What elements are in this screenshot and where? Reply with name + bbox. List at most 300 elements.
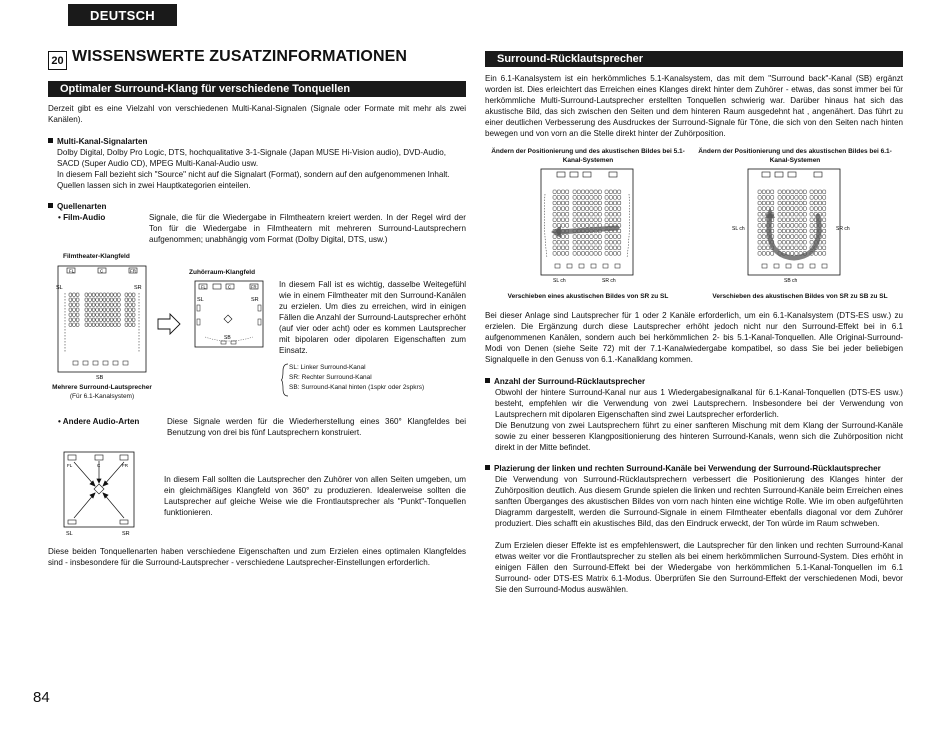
seat-mark <box>598 190 601 194</box>
seat-mark <box>553 201 556 205</box>
seat-mark <box>573 235 576 239</box>
multichannel-line: Dolby Digital, Dolby Pro Logic, DTS, hochqualitative 3-1-Signale (Japan MUSE Hi-Vision audio), DVD-Audio, <box>57 148 446 157</box>
seat-mark <box>778 246 781 250</box>
seat-mark <box>96 303 99 306</box>
seat-mark <box>823 212 826 216</box>
seat-mark <box>114 293 117 296</box>
seat-mark <box>557 201 560 205</box>
seat-mark <box>110 323 113 326</box>
seat-mark <box>99 293 102 296</box>
seat-mark <box>803 218 806 222</box>
language-tab: DEUTSCH <box>68 4 177 26</box>
seat-mark <box>76 318 79 321</box>
seat-mark <box>618 212 621 216</box>
seat-mark <box>581 196 584 200</box>
seat-mark <box>810 218 813 222</box>
seat-mark <box>561 246 564 250</box>
seat-mark <box>107 293 110 296</box>
seat-mark <box>69 313 72 316</box>
seat-mark <box>557 218 560 222</box>
seat-mark <box>605 212 608 216</box>
seat-mark <box>566 196 569 200</box>
label-fr: FR <box>251 284 257 290</box>
seat-mark <box>553 240 556 244</box>
diagram-51-room <box>537 166 637 286</box>
seat-mark <box>594 207 597 211</box>
seat-mark <box>594 252 597 256</box>
seat-mark <box>590 196 593 200</box>
seat-mark <box>125 303 128 306</box>
seat-mark <box>129 323 132 326</box>
seat-mark <box>573 212 576 216</box>
seat-mark <box>577 201 580 205</box>
seat-mark <box>69 303 72 306</box>
seat-mark <box>110 293 113 296</box>
seat-mark <box>581 240 584 244</box>
seat-mark <box>96 318 99 321</box>
seat-mark <box>117 308 120 311</box>
theater-diagram-title: Filmtheater-Klangfeld <box>63 253 130 260</box>
seat-mark <box>594 201 597 205</box>
seat-mark <box>553 235 556 239</box>
seat-mark <box>803 229 806 233</box>
seat-mark <box>791 201 794 205</box>
seat-mark <box>114 313 117 316</box>
seat-mark <box>609 218 612 222</box>
seat-mark <box>85 313 88 316</box>
seat-mark <box>125 298 128 301</box>
label-sl: SL <box>197 297 204 303</box>
count-text: Obwohl der hintere Surround-Kanal nur aus 1 Wiedergabesignalkanal für 6.1-Kanal-Tonquellen (DTS-ES usw.) besteht, empfehlen wir die Verwendung von zwei Lautsprechern. Insbesondere bei der Verwendung von Lautsprechern mit dipolaren Eigenschaften sind zwei Lautsprecher erforderlich. <box>495 388 903 419</box>
other-audio-label: • Andere Audio-Arten <box>58 417 140 426</box>
left-intro: Derzeit gibt es eine Vielzahl von verschiedenen Multi-Kanal-Signalen (Signale oder Formate mit mehr als zwei Kanälen). <box>48 104 466 124</box>
count-text-2: Die Benutzung von zwei Lautsprechern führt zu einer sanfteren Mischung mit dem Klang der Surround-Kanäle sowie zu einer besseren Klangpositionierung des hinteren Surround-Kanals, wenn sich die Zuhörposition nicht direkt in der Mitte befindet. <box>495 421 903 452</box>
seat-mark <box>823 229 826 233</box>
label-fl: FL <box>201 284 206 290</box>
seat-mark <box>791 240 794 244</box>
seat-mark <box>573 252 576 256</box>
seat-mark <box>76 313 79 316</box>
seat-mark <box>778 207 781 211</box>
seat-mark <box>557 246 560 250</box>
seat-mark <box>762 190 765 194</box>
seat-mark <box>89 323 92 326</box>
seat-mark <box>598 246 601 250</box>
seat-mark <box>103 313 106 316</box>
seat-mark <box>818 201 821 205</box>
seat-mark <box>107 298 110 301</box>
multichannel-heading <box>48 136 147 147</box>
seat-mark <box>590 235 593 239</box>
label-sl: SL <box>56 285 63 291</box>
seat-mark <box>598 196 601 200</box>
seat-mark <box>795 235 798 239</box>
seat-mark <box>823 240 826 244</box>
seat-mark <box>594 246 597 250</box>
seat-mark <box>758 252 761 256</box>
seat-mark <box>758 240 761 244</box>
seat-mark <box>782 235 785 239</box>
seat-mark <box>598 252 601 256</box>
seat-mark <box>586 218 589 222</box>
seat-mark <box>577 235 580 239</box>
seat-mark <box>577 224 580 228</box>
seat-mark <box>778 196 781 200</box>
seat-mark <box>566 240 569 244</box>
seat-mark <box>117 298 120 301</box>
seat-mark <box>771 190 774 194</box>
arrow-right-icon <box>157 313 181 335</box>
multiple-speakers-caption: Mehrere Surround-Lautsprecher <box>52 384 152 391</box>
seat-mark <box>786 207 789 211</box>
seat-mark <box>782 246 785 250</box>
seat-mark <box>129 293 132 296</box>
seat-mark <box>76 303 79 306</box>
seat-mark <box>758 212 761 216</box>
seat-mark <box>85 298 88 301</box>
seat-mark <box>586 190 589 194</box>
seat-mark <box>799 218 802 222</box>
seat-mark <box>561 207 564 211</box>
seat-mark <box>581 235 584 239</box>
right-setup: Bei dieser Anlage sind Lautsprecher für 1 oder 2 Kanäle erforderlich, um ein 6.1-Kanalsystem (DTS-ES usw.) zu erzielen. Die Ergänzung durch diese Lautsprecher erhöht jedoch nicht nur den Surround-Effekt bei in 6.1 aufgenommenen Kanälen, sondern auch bei herkömmlichen 2- bis 5.1-Kanal-Tonquellen. Alle Original-Surround-Modi von Denen (siehe Seite 72) mit der 7.1-Kanalwiedergabe kompatibel, so dass Sie bei jeder beliebigen Signalquelle in den Genuss von 6.1.-Kanalklang kommen. <box>485 311 903 364</box>
seat-mark <box>778 190 781 194</box>
seat-mark <box>598 218 601 222</box>
seat-mark <box>76 323 79 326</box>
seat-mark <box>791 252 794 256</box>
seat-mark <box>96 323 99 326</box>
label-c: C <box>228 284 232 290</box>
seat-mark <box>814 196 817 200</box>
seat-mark <box>766 190 769 194</box>
seat-mark <box>823 235 826 239</box>
seat-mark <box>791 196 794 200</box>
seat-mark <box>778 201 781 205</box>
placement-text: Die Verwendung von Surround-Rücklautsprechern verbessert die Positionierung des Klanges hinter der Zuhörposition deutlich. Aus diesem Grunde spielen die linken und rechten Surround-Kanäle beim Erreichen eines sanften Überganges des akustischen Bildes von vorn nach hinten eine wichtige Rolle. Wie im oben aufgeführten Diagramm dargestellt, werden die Surround-Signale in einem Filmtheater ebenfalls diagonal vor dem Zuhörer produziert. Dies schafft ein akustisches Bild, das den Eindruck erweckt, der Ton würde im Raum schweben. <box>495 475 903 528</box>
seat-mark <box>810 224 813 228</box>
seat-mark <box>110 303 113 306</box>
seat-mark <box>609 207 612 211</box>
seat-mark <box>799 212 802 216</box>
seat-mark <box>799 190 802 194</box>
legend-brace-icon <box>281 363 289 397</box>
seat-mark <box>618 218 621 222</box>
seat-mark <box>613 190 616 194</box>
seat-mark <box>598 207 601 211</box>
seat-mark <box>99 313 102 316</box>
count-heading <box>485 376 645 387</box>
seat-mark <box>590 240 593 244</box>
seat-mark <box>110 313 113 316</box>
seat-mark <box>586 252 589 256</box>
seat-mark <box>132 323 135 326</box>
seat-mark <box>791 218 794 222</box>
label-c: C <box>97 463 101 468</box>
chapter-title: WISSENSWERTE ZUSATZINFORMATIONEN <box>72 48 408 65</box>
seat-mark <box>762 240 765 244</box>
seat-mark <box>823 196 826 200</box>
seat-mark <box>577 240 580 244</box>
seat-mark <box>810 229 813 233</box>
seat-mark <box>799 240 802 244</box>
seat-mark <box>758 207 761 211</box>
seat-mark <box>613 196 616 200</box>
seat-mark <box>129 303 132 306</box>
right-section-title: Surround-Rücklautsprecher <box>485 51 903 67</box>
seat-mark <box>581 212 584 216</box>
seat-mark <box>125 293 128 296</box>
seat-mark <box>799 196 802 200</box>
seat-mark <box>586 235 589 239</box>
chapter-number: 20 <box>48 51 67 70</box>
seat-mark <box>609 196 612 200</box>
seat-mark <box>618 190 621 194</box>
seat-mark <box>110 298 113 301</box>
seat-mark <box>758 235 761 239</box>
listening-diagram-title: Zuhörraum-Klangfeld <box>189 269 256 276</box>
seat-mark <box>791 229 794 233</box>
seat-mark <box>96 308 99 311</box>
label-sl-ch: SL ch <box>732 226 745 232</box>
multichannel-heading-text: Multi-Kanal-Signalarten <box>57 137 148 146</box>
seat-mark <box>605 252 608 256</box>
seat-mark <box>561 190 564 194</box>
label-fl: FL <box>67 463 73 468</box>
placement-text-2: Zum Erzielen dieser Effekte ist es empfehlenswert, die Lautsprecher für den linken und rechten Surround-Kanal etwas weiter vor die Frontlautsprecher zu stellen als bei einem herkömmlichen Surround-System. Dies erhöht in einigen Fällen den Surround-Effekt bei der Wiedergabe von herkömmlichen 5.1-Kanal-Tonquellen im 6.1 Surround- oder DTS-ES Matrix 6.1-Modus. Überprüfen Sie den Surround-Effekt der verschiedenen Modi, bevor Sie den Surround-Modus auswählen. <box>495 541 903 594</box>
seat-mark <box>125 313 128 316</box>
seat-mark <box>561 201 564 205</box>
seat-mark <box>89 313 92 316</box>
seat-mark <box>85 323 88 326</box>
seat-mark <box>586 240 589 244</box>
seat-mark <box>561 224 564 228</box>
seat-mark <box>782 212 785 216</box>
label-sr-ch: SR ch <box>602 278 616 284</box>
count-heading-text: Anzahl der Surround-Rücklautsprecher <box>494 377 646 386</box>
seat-mark <box>814 252 817 256</box>
seat-mark <box>573 218 576 222</box>
seat-mark <box>117 303 120 306</box>
seat-mark <box>613 235 616 239</box>
seat-mark <box>132 313 135 316</box>
seat-mark <box>114 323 117 326</box>
seat-mark <box>103 318 106 321</box>
seat-mark <box>92 313 95 316</box>
seat-mark <box>810 240 813 244</box>
seat-mark <box>577 212 580 216</box>
seat-mark <box>594 218 597 222</box>
seat-mark <box>107 308 110 311</box>
seat-mark <box>114 318 117 321</box>
label-sb-ch: SB ch <box>784 278 798 284</box>
seat-mark <box>73 318 76 321</box>
sources-heading-text: Quellenarten <box>57 202 107 211</box>
seat-mark <box>73 298 76 301</box>
seat-mark <box>92 298 95 301</box>
seat-mark <box>581 190 584 194</box>
seat-mark <box>594 196 597 200</box>
seat-mark <box>85 318 88 321</box>
seat-mark <box>132 298 135 301</box>
seat-mark <box>586 196 589 200</box>
seat-mark <box>132 303 135 306</box>
seat-mark <box>613 218 616 222</box>
seat-mark <box>810 207 813 211</box>
seat-mark <box>125 318 128 321</box>
seat-mark <box>613 207 616 211</box>
seat-mark <box>566 218 569 222</box>
seat-mark <box>823 207 826 211</box>
seat-mark <box>85 308 88 311</box>
seat-mark <box>69 298 72 301</box>
seat-mark <box>782 190 785 194</box>
seat-mark <box>762 218 765 222</box>
diagram-61-room <box>732 166 857 286</box>
label-sr: SR <box>122 531 130 537</box>
seat-mark <box>810 190 813 194</box>
seat-mark <box>609 240 612 244</box>
label-sl-ch: SL ch <box>553 278 566 284</box>
other-audio-text: Diese Signale werden für die Wiederherstellung eines 360° Klangfeldes bei Benutzung von drei bis fünf Lautsprechern konstruiert. <box>167 417 466 437</box>
seat-mark <box>803 224 806 228</box>
right-intro: Ein 6.1-Kanalsystem ist ein herkömmliches 5.1-Kanalsystem, das mit dem "Surround back"-Kanal (SB) ergänzt worden ist. Dies erleichtert das Erreichen eines Klanges direkt hinter dem Zuhörer - etwas, das sonst immer bei für herkömmliche Multi-Surround-Lautsprecher erstellten Tonquellen schwierig war. Darüber hinaus hat sich das akustische Bild, das sich zwischen den Seiten und dem hinteren Raum ausgedehnt hat , angenähert. Das führt zu einer deutlichen Verbesserung des Ausdruckes der Surround-Signale für Töne, die sich von den Seiten nach hinten bewegen und von vorn an die Stelle direkt hinter der Zuhörposition. <box>485 74 903 138</box>
seat-mark <box>762 229 765 233</box>
seat-mark <box>553 246 556 250</box>
seat-mark <box>799 207 802 211</box>
seat-mark <box>573 246 576 250</box>
seat-mark <box>125 323 128 326</box>
seat-mark <box>778 235 781 239</box>
seat-mark <box>810 235 813 239</box>
seat-mark <box>795 229 798 233</box>
seat-mark <box>76 308 79 311</box>
seat-mark <box>103 308 106 311</box>
seat-mark <box>129 308 132 311</box>
multichannel-line: In diesem Fall bezieht sich "Source" nicht auf die Signalart (Format), sondern auf den aufgenommenen Inhalt. <box>57 170 450 179</box>
left-closing: Diese beiden Tonquellenarten haben verschiedene Eigenschaften und zum Erzielen eines optimalen Klangfeldes sind - insbesondere für die Surround-Lautsprecher - verschiedene Lautsprecher-Einstellungen erforderlich. <box>48 547 466 567</box>
seat-mark <box>573 190 576 194</box>
seat-mark <box>566 224 569 228</box>
seat-mark <box>762 246 765 250</box>
seat-mark <box>786 190 789 194</box>
seat-mark <box>99 323 102 326</box>
seat-mark <box>771 201 774 205</box>
seat-mark <box>581 246 584 250</box>
seat-mark <box>810 201 813 205</box>
seat-mark <box>758 224 761 228</box>
seat-mark <box>618 235 621 239</box>
seat-mark <box>766 201 769 205</box>
seat-mark <box>590 207 593 211</box>
seat-mark <box>786 212 789 216</box>
seat-mark <box>799 201 802 205</box>
seat-mark <box>613 212 616 216</box>
bullet-square-icon <box>48 138 53 143</box>
seat-mark <box>598 201 601 205</box>
seat-mark <box>791 224 794 228</box>
seat-mark <box>823 218 826 222</box>
seat-mark <box>557 190 560 194</box>
seat-mark <box>107 323 110 326</box>
seat-mark <box>577 218 580 222</box>
seat-mark <box>799 246 802 250</box>
seat-mark <box>92 318 95 321</box>
seat-mark <box>89 308 92 311</box>
seat-mark <box>117 318 120 321</box>
legend-sb: SB: Surround-Kanal hinten (1spkr oder 2spkrs) <box>289 384 425 391</box>
seat-mark <box>566 246 569 250</box>
seat-mark <box>553 207 556 211</box>
seat-mark <box>799 235 802 239</box>
seat-mark <box>577 207 580 211</box>
seat-mark <box>762 196 765 200</box>
seat-mark <box>782 229 785 233</box>
seat-mark <box>766 246 769 250</box>
seat-mark <box>609 201 612 205</box>
seat-mark <box>618 252 621 256</box>
seat-mark <box>803 207 806 211</box>
seat-mark <box>73 308 76 311</box>
seat-mark <box>818 252 821 256</box>
seat-mark <box>73 293 76 296</box>
seat-mark <box>566 212 569 216</box>
seat-mark <box>76 293 79 296</box>
label-sr: SR <box>134 285 142 291</box>
seat-mark <box>69 318 72 321</box>
seat-mark <box>823 201 826 205</box>
seat-mark <box>129 298 132 301</box>
seat-mark <box>594 212 597 216</box>
seat-mark <box>618 207 621 211</box>
seat-mark <box>103 298 106 301</box>
seat-mark <box>786 235 789 239</box>
seat-mark <box>758 218 761 222</box>
seat-mark <box>129 318 132 321</box>
listening-diagram <box>193 279 267 351</box>
seat-mark <box>557 212 560 216</box>
seat-mark <box>823 252 826 256</box>
seat-mark <box>85 303 88 306</box>
seat-mark <box>778 229 781 233</box>
seat-mark <box>814 207 817 211</box>
left-section-title: Optimaler Surround-Klang für verschiedene Tonquellen <box>48 81 466 97</box>
seat-mark <box>92 308 95 311</box>
multichannel-body <box>57 147 467 191</box>
seat-mark <box>598 240 601 244</box>
seat-mark <box>618 240 621 244</box>
seat-mark <box>573 201 576 205</box>
seat-mark <box>605 201 608 205</box>
multichannel-line: Quellen lassen sich in zwei Hauptkategorien einteilen. <box>57 181 251 190</box>
seat-mark <box>590 246 593 250</box>
bullet-square-icon <box>48 203 53 208</box>
seat-mark <box>609 190 612 194</box>
seat-mark <box>577 246 580 250</box>
seat-mark <box>577 196 580 200</box>
seat-mark <box>586 246 589 250</box>
seat-mark <box>553 196 556 200</box>
seat-mark <box>581 224 584 228</box>
seat-mark <box>114 308 117 311</box>
seat-mark <box>782 207 785 211</box>
seat-mark <box>795 196 798 200</box>
theater-diagram <box>55 263 150 381</box>
seat-mark <box>778 218 781 222</box>
seat-mark <box>609 235 612 239</box>
seat-mark <box>132 318 135 321</box>
surround-360-diagram <box>62 450 137 537</box>
seat-mark <box>598 212 601 216</box>
